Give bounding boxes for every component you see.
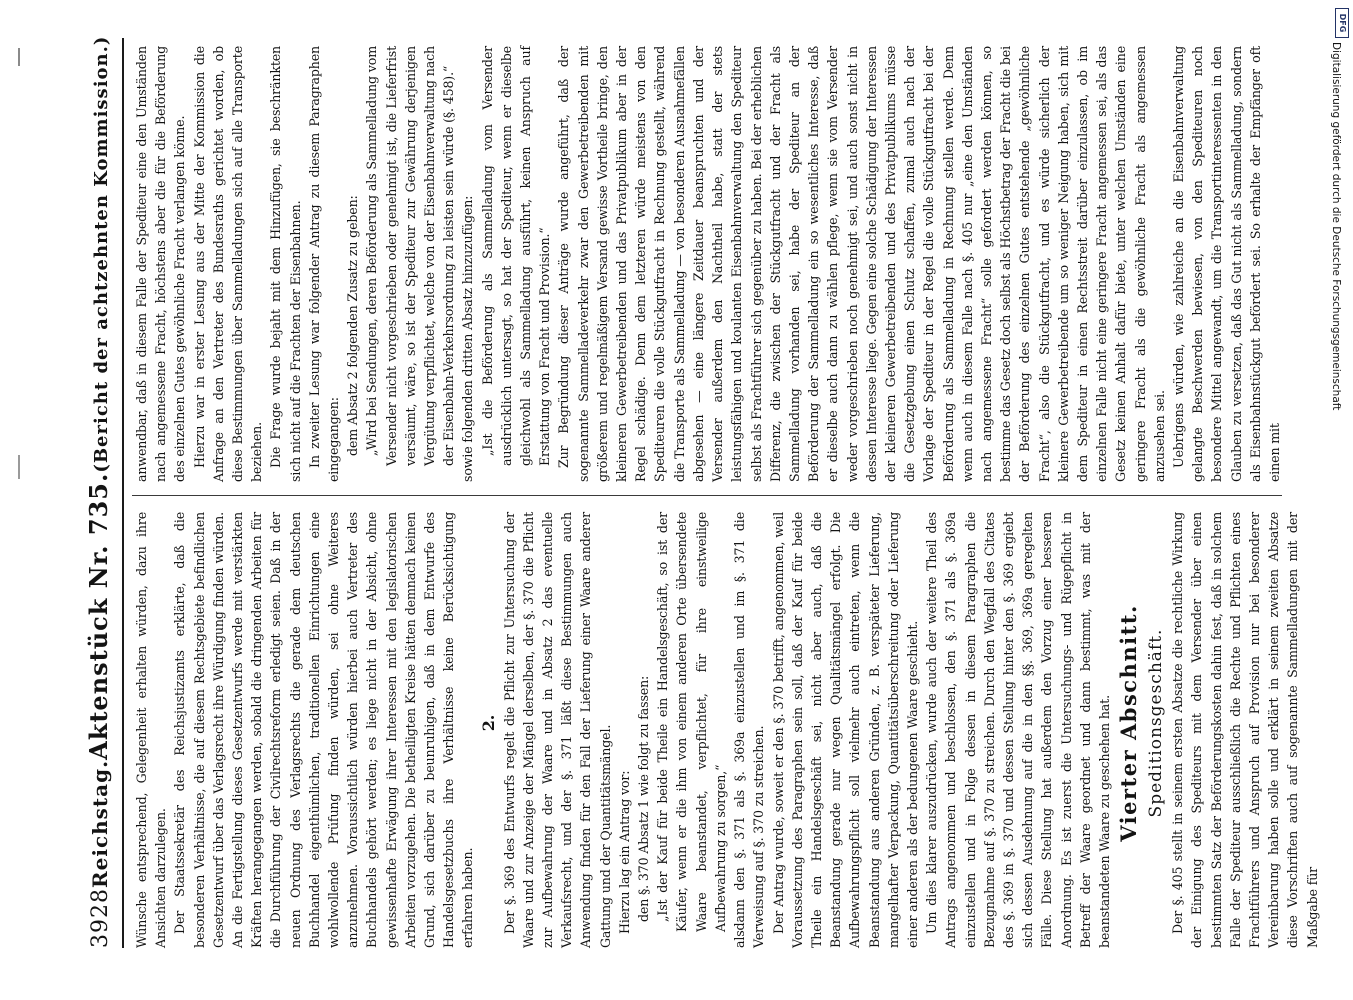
section-subtitle: Speditionsgeschäft. xyxy=(1146,628,1167,818)
motion-text: „Ist der Kauf für beide Theile ein Handelsgeschäft, so ist der Käufer, wenn er die ihm von einem anderen Orte übersendete Waare beanstandet, verpflichtet, für ihre einstweilige Aufbewahrung zu sorgen,“ xyxy=(655,512,728,932)
dfg-logo-text: DFG xyxy=(1338,13,1347,33)
running-head xyxy=(84,35,118,948)
paragraph: Der §. 369 des Entwurfs regelt die Pflicht zur Untersuchung der Waare und zur Anzeige der Mängel derselben, der §. 370 die Pflicht zur Aufbewahrung der Waare und in Absatz 2 das eventuelle Verkaufsrecht, und der §. 371 läßt diese Bestimmungen auch Anwendung finden für den Fall der Lieferung einer Waare anderer Gattung und der Quantitätsmängel. xyxy=(501,512,613,948)
rotated-document-page xyxy=(84,35,1320,948)
paragraph: Uebrigens würden, wie zahlreiche an die Eisenbahnverwaltung gelangte Beschwerden bewiesen, von den Spediteuren noch besondere Mittel angewandt, um die Transportinteressenten in den Glauben zu versetzen, daß das Gut nicht als Sammelladung, sondern als Eisenbahnstückgut befördert sei. So erhalte der Empfänger oft einen mit xyxy=(1170,46,1282,482)
page-number: 3928 xyxy=(88,888,113,948)
paragraph: Hierzu war in erster Lesung aus der Mitte der Kommission die Anfrage an den Vertreter des Bundesraths gerichtet worden, ob diese Bestimmungen über Sammelladungen sich auf alle Transporte beziehen. xyxy=(191,46,265,482)
motion-intro: den §. 370 Absatz 1 wie folgt zu fassen: xyxy=(636,675,652,922)
paragraph: Der Antrag wurde, soweit er den §. 370 betrifft, angenommen, weil Voraussetzung des Paragraphen sein soll, daß der Kauf für beide Theile ein Handelsgeschäft sei, nicht aber auch, daß die Beanstandung gerade nur wegen Qualitätsmängel erfolgt. Die Aufbewahrungspflicht soll vielmehr auch eintreten, wenn die Beanstandung aus anderen Gründen, z. B. verspäteter Lieferung, mangelhafter Verpackung, Quantitätsüberschreitung oder Lieferung einer anderen als der bedungenen Waare geschieht. xyxy=(770,512,920,948)
paragraph: alsdann den §. 371 als §. 369a einzustellen und im §. 371 die Verweisung auf §. 370 zu streichen. xyxy=(732,512,767,948)
paragraph: Um dies klarer auszudrücken, wurde auch der weitere Theil des Antrags angenommen und beschlossen, den §. 371 als §. 369a einzustellen und in Folge dessen in diesem Paragraphen die Bezugnahme auf §. 370 zu streichen. Durch den Wegfall des Citates des §. 369 in §. 370 und dessen Stellung hinter den §. 369 ergiebt sich dessen Ausdehnung auf die in den §§. 369, 369a geregelten Fälle. Diese Stellung hat außerdem den Vorzug einer besseren Anordnung. Es ist zuerst die Untersuchungs- und Rügepflicht in Betreff der Waare geordnet und dann bestimmt, was mit der beanstandeten Waare zu geschehen hat. xyxy=(924,512,1112,948)
motion-text: „Ist die Beförderung als Sammelladung vom Versender ausdrücklich untersagt, so hat der Spediteur, wenn er dieselbe gleichwohl als Sammelladung ausführt, keinen Anspruch auf Erstattung von Fracht und Provision.“ xyxy=(479,46,553,466)
column-divider xyxy=(132,495,1282,496)
scan-margin-mark xyxy=(18,455,20,479)
left-column xyxy=(132,512,1320,948)
paragraph: anwendbar, daß in diesem Falle der Spediteur eine den Umständen nach angemessene Fracht, höchstens aber die für die Beförderung des einzelnen Gutes gewöhnliche Fracht verlangen könne. xyxy=(134,46,188,482)
header-rule xyxy=(122,38,124,948)
paragraph: Hierzu lag ein Antrag vor: xyxy=(616,770,632,934)
header-right-title: (Bericht der achtzehnten Kommission.) xyxy=(91,35,112,473)
motion-intro: sowie folgenden dritten Absatz hinzuzufügen: xyxy=(460,195,476,482)
motion-intro: dem Absatz 2 folgenden Zusatz zu geben: xyxy=(345,195,361,456)
paragraph: Die Frage wurde bejaht mit dem Hinzufügen, sie beschränkten sich nicht auf die Frachten der Eisenbahnen. xyxy=(268,46,303,482)
paragraph: Wünsche entsprechend, Gelegenheit erhalten würden, dazu ihre Ansichten darzulegen. xyxy=(134,512,169,948)
scan-margin-mark xyxy=(18,48,20,66)
dfg-logo-icon xyxy=(1335,8,1349,38)
header-document-number: Aktenstück Nr. 735. xyxy=(84,472,113,760)
paragraph: In zweiter Lesung war folgender Antrag zu diesem Paragraphen eingegangen: xyxy=(306,46,342,482)
paragraph: Zur Begründung dieser Anträge wurde angeführt, daß der sogenannte Sammelladeverkehr zwar den Gewerbetreibenden mit größerem und regelmäßigem Versand gewisse Vortheile bringe, den kleineren Gewerbetreibenden und das Privatpublikum aber in der Regel schädige. Denn dem letzteren würde meistens von den Spediteuren die volle Stückgutfracht in Rechnung gestellt, während die Transporte als Sammelladung — von besonderen Ausnahmefällen abgesehen — eine längere Zeitdauer beanspruchten und der Versender außerdem den Nachtheil habe, statt der stets leistungsfähigen und koulanten Eisenbahnverwaltung den Spediteur selbst als Frachtführer sich gegenüber zu haben. Bei der erheblichen Differenz, die zwischen der Stückgutfracht und der Fracht als Sammelladung vorhanden sei, habe der Spediteur an der Beförderung der Sammelladung ein so wesentliches Interesse, daß er dieselbe auch dann zu wählen pflege, wenn sie vom Versender weder vorgeschrieben noch genehmigt sei, und auch sonst nicht in dessen Interesse liege. Gegen eine solche Schädigung der Interessen der kleineren Gewerbetreibenden und des Privatpublikums müsse die Gesetzgebung einen Schutz schaffen, zumal auch nach der Vorlage der Spediteur in der Regel die volle Stückgutfracht bei der Beförderung als Sammelladung in Rechnung stellen werde. Denn wenn auch in diesem Falle nach §. 405 nur „eine den Umständen nach angemessene Fracht“ solle gefordert werden können, so bestimme das Gesetz doch selbst als Höchstbetrag der Fracht die bei der Beförderung des einzelnen Gutes entstehende „gewöhnliche Fracht“, also die Stückgutfracht, und es würde sicherlich der kleinere Gewerbetreibende um so weniger Neigung haben, sich mit dem Spediteur in einen Rechtsstreit darüber einzulassen, ob im einzelnen Falle nicht eine geringere Fracht angemessen sei, als das Gesetz keinen Anhalt dafür biete, unter welchen Umständen eine geringere Fracht als die gewöhnliche Fracht als angemessen anzusehen sei. xyxy=(556,46,1167,482)
paragraph: Der §. 405 stellt in seinem ersten Absatze die rechtliche Wirkung der Einigung des Spediteurs mit dem Versender über einen bestimmten Satz der Beförderungskosten dahin fest, daß in solchem Falle der Spediteur ausschließlich die Rechte und Pflichten eines Frachtführers und Anspruch auf Provision nur bei besonderer Vereinbarung haben solle und erklärt in seinem zweiten Absatze diese Vorschriften auch auf sogenannte Sammelladungen mit der Maßgabe für xyxy=(1170,512,1320,948)
header-left-title: Reichstag. xyxy=(88,759,112,888)
digitization-note xyxy=(1330,42,1350,998)
section-title: Vierter Abschnitt. xyxy=(1116,604,1142,842)
motion-text: „Wird bei Sendungen, deren Beförderung als Sammelladung vom Versender nicht vorgeschrieben oder genehmigt ist, die Lieferfrist versäumt, wäre, so ist der Spediteur zur Gewährung derjenigen Vergütung verpflichtet, welche von der Eisenbahnverwaltung nach der Eisenbahn-Verkehrsordnung zu leisten sein würde (§. 458).“ xyxy=(364,46,457,466)
digitization-note-text: Digitalisierung gefördert durch die Deutsche Forschungsgemeinschaft xyxy=(1330,42,1342,411)
right-column xyxy=(132,46,1287,482)
section-number: 2. xyxy=(478,714,498,732)
paragraph: Der Staatssekretär des Reichsjustizamts erklärte, daß die besonderen Verhältnisse, die auf diesem Rechtsgebiete befindlichen Gesetzentwurf über das Verlagsrecht ihre Würdigung finden würden. An die Fertigstellung dieses Gesetzentwurfs werde mit verstärkten Kräften herangegangen werden, sobald die dringenden Arbeiten für die Durchführung der Civilrechtsreform erledigt seien. Daß in der neuen Ordnung des Verlagsrechts die gerade dem deutschen Buchhandel eigenthümlichen, traditionellen Einrichtungen eine wohlwollende Prüfung finden würden, sei ohne Weiteres anzunehmen. Voraussichtlich würden hierbei auch Vertreter des Buchhandels gehört werden; es liege nicht in der Absicht, ohne gewissenhafte Erwägung ihrer Interessen mit den legislatorischen Arbeiten vorzugehen. Die betheiligten Kreise hätten demnach keinen Grund, sich darüber zu beunruhigen, daß in dem Entwurfe des Handelsgesetzbuchs ihre Verhältnisse keine Berücksichtigung erfahren haben. xyxy=(172,512,476,948)
